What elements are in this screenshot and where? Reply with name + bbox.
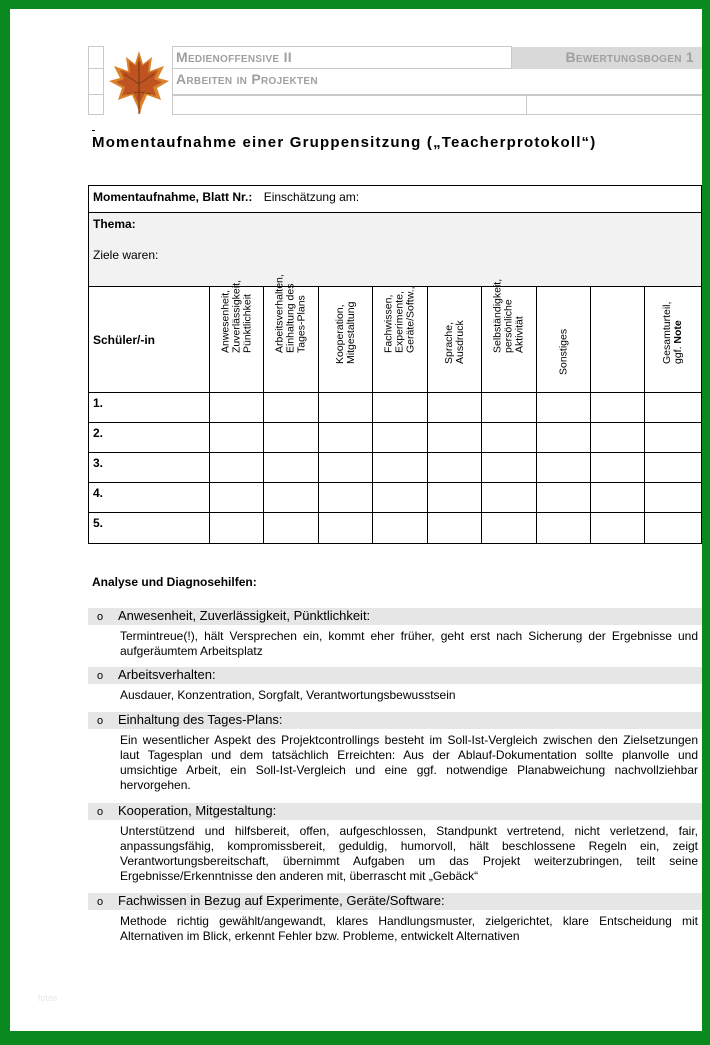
rating-cell[interactable] xyxy=(210,453,264,483)
rating-cell[interactable] xyxy=(537,453,591,483)
rating-cell[interactable] xyxy=(373,513,428,543)
maple-leaf-logo xyxy=(106,48,172,114)
student-column-header: Schüler/-in xyxy=(89,287,210,393)
criteria-label-line-wrap xyxy=(673,268,684,364)
rating-cell[interactable] xyxy=(482,423,537,453)
rating-cell[interactable] xyxy=(591,423,645,453)
criteria-column-header xyxy=(428,287,482,393)
rating-cell[interactable] xyxy=(319,393,373,423)
criteria-label-line: Aktivität xyxy=(513,316,526,353)
rating-cell[interactable] xyxy=(428,483,482,513)
rating-cell[interactable] xyxy=(373,393,428,423)
criteria-label-line: Selbständigkeit, xyxy=(491,278,504,353)
criteria-label-line: Sonstiges xyxy=(557,328,569,375)
rating-cell[interactable] xyxy=(264,453,319,483)
analysis-item-heading xyxy=(88,893,702,910)
criteria-column-header xyxy=(482,278,537,393)
rating-cell[interactable] xyxy=(591,393,645,423)
rating-cell[interactable] xyxy=(645,513,701,543)
analysis-item-text: Ausdauer, Konzentration, Sorgfalt, Verantwortungsbewusstsein xyxy=(120,688,456,702)
criteria-label-line: Experimente, xyxy=(393,291,406,353)
analysis-item-text: Ein wesentlicher Aspekt des Projektcontrollings besteht im Soll-Ist-Vergleich zwischen den Zielsetzungen laut Tagesplan und dem tatsächlich Erreichten: Aus der Ablauf-Dokumentation sollte planvolle und umsichtige Arbeit, ein Soll-Ist-Vergleich und eine ggf. notwendige Planabweichung nachvollziehbar hervorgehen. xyxy=(120,733,698,792)
criteria-label xyxy=(335,268,357,364)
criteria-label-line: Fachwissen, xyxy=(382,294,395,353)
bullet-icon: o xyxy=(97,670,104,682)
criteria-label-line: Zuverlässigkeit, xyxy=(230,280,242,353)
rating-cell[interactable] xyxy=(645,453,701,483)
title-marker xyxy=(92,130,95,131)
rating-cell[interactable] xyxy=(591,453,645,483)
analysis-item-heading xyxy=(88,712,702,729)
student-row-number: 2. xyxy=(89,423,210,453)
header-grid-cell xyxy=(526,94,702,115)
rating-cell[interactable] xyxy=(319,453,373,483)
criteria-label xyxy=(384,257,417,353)
student-row-number: 3. xyxy=(89,453,210,483)
criteria-label xyxy=(558,279,569,375)
rating-cell[interactable] xyxy=(482,513,537,543)
criteria-label-line: Kooperation, xyxy=(333,304,346,364)
rating-cell[interactable] xyxy=(210,483,264,513)
header-grid-cell xyxy=(88,46,104,69)
rating-cell[interactable] xyxy=(428,423,482,453)
rating-cell[interactable] xyxy=(428,453,482,483)
rating-cell[interactable] xyxy=(537,483,591,513)
ziele-label: Ziele waren: xyxy=(93,248,159,262)
rating-cell[interactable] xyxy=(210,423,264,453)
rating-cell[interactable] xyxy=(482,393,537,423)
header-title-line1: Medienoffensive II xyxy=(176,49,292,65)
rating-cell[interactable] xyxy=(482,483,537,513)
blatt-label: Momentaufnahme, Blatt Nr.: xyxy=(93,190,253,204)
rating-cell[interactable] xyxy=(482,453,537,483)
analysis-item-heading xyxy=(88,803,702,820)
criteria-label-line: ggf. xyxy=(672,343,684,364)
analysis-item-text: Methode richtig gewählt/angewandt, klares Handlungsmuster, zielgerichtet, klare Entscheidung mit Alternativen im Blick, erkennt Fehler bzw. Probleme, entwickelt Alternativen xyxy=(120,914,698,943)
criteria-label xyxy=(493,257,526,353)
rating-cell[interactable] xyxy=(645,393,701,423)
analysis-item-title: Anwesenheit, Zuverlässigkeit, Pünktlichkeit: xyxy=(118,608,371,623)
rating-cell[interactable] xyxy=(264,513,319,543)
rating-cell[interactable] xyxy=(264,483,319,513)
sheet-info-row xyxy=(89,186,701,213)
criteria-label xyxy=(275,257,308,353)
bullet-icon: o xyxy=(97,896,104,908)
document-title: Momentaufnahme einer Gruppensitzung („Teacherprotokoll“) xyxy=(92,134,597,151)
analysis-item-heading xyxy=(88,667,702,684)
rating-cell[interactable] xyxy=(319,513,373,543)
analysis-item-heading xyxy=(88,608,702,625)
student-row-number: 5. xyxy=(89,513,210,543)
rating-cell[interactable] xyxy=(373,423,428,453)
criteria-label xyxy=(444,268,466,364)
criteria-label-line: Mitgestaltung xyxy=(344,301,357,364)
analysis-item-text: Termintreue(!), hält Versprechen ein, kommt eher früher, geht erst nach Sicherung der Ergebnisse und aufgeräumtem Arbeitsplatz xyxy=(120,629,698,658)
rating-cell[interactable] xyxy=(210,393,264,423)
form-type-badge: Bewertungsbogen 1 xyxy=(512,47,702,69)
bullet-icon: o xyxy=(97,806,104,818)
rating-cell[interactable] xyxy=(373,453,428,483)
einschaetzung-label: Einschätzung am: xyxy=(263,190,360,204)
bullet-icon: o xyxy=(97,715,104,727)
rating-cell[interactable] xyxy=(645,483,701,513)
student-row-number: 1. xyxy=(89,393,210,423)
criteria-label-line: Ausdruck xyxy=(453,320,466,364)
criteria-column-header xyxy=(264,274,319,393)
header-grid-cell xyxy=(88,94,104,115)
header-grid-cell xyxy=(88,68,104,95)
criteria-label xyxy=(662,268,684,364)
rating-cell[interactable] xyxy=(537,513,591,543)
assessment-table xyxy=(88,185,702,544)
student-row-number: 4. xyxy=(89,483,210,513)
document-header xyxy=(88,46,702,116)
criteria-label-line: Arbeitsverhalten, xyxy=(273,274,286,353)
thema-label: Thema: xyxy=(93,217,136,231)
rating-cell[interactable] xyxy=(264,393,319,423)
rating-cell[interactable] xyxy=(591,513,645,543)
analysis-title: Analyse und Diagnosehilfen: xyxy=(92,575,257,589)
rating-cell[interactable] xyxy=(428,393,482,423)
header-grid-cell xyxy=(172,94,527,115)
criteria-label-line: persönliche xyxy=(502,299,515,353)
note-label: Note xyxy=(672,320,684,344)
criteria-label-line: Sprache, xyxy=(442,321,455,364)
criteria-column-header xyxy=(537,287,591,393)
criteria-label-line: Tages-Plans xyxy=(295,295,308,353)
footer-mark: fotos xyxy=(38,993,58,1003)
rating-cell[interactable] xyxy=(428,513,482,543)
criteria-label-line: Gesamturteil, xyxy=(661,301,673,364)
bullet-icon: o xyxy=(97,611,104,623)
rating-cell[interactable] xyxy=(210,513,264,543)
criteria-column-header xyxy=(645,287,701,393)
criteria-column-header xyxy=(210,280,264,393)
analysis-item-title: Kooperation, Mitgestaltung: xyxy=(118,803,277,818)
rating-grid xyxy=(89,274,701,543)
criteria-label xyxy=(220,257,253,353)
criteria-column-header xyxy=(373,287,428,393)
rating-cell[interactable] xyxy=(537,393,591,423)
header-title-line2: Arbeiten in Projekten xyxy=(176,71,318,87)
criteria-label-line: Einhaltung des xyxy=(284,283,297,353)
document-page xyxy=(10,9,702,1031)
criteria-label-line: Pünktlichkeit xyxy=(241,294,253,353)
rating-cell[interactable] xyxy=(645,423,701,453)
criteria-column-header xyxy=(319,287,373,393)
criteria-label-line: Anwesenheit, xyxy=(219,289,231,353)
rating-cell[interactable] xyxy=(373,483,428,513)
rating-cell[interactable] xyxy=(537,423,591,453)
analysis-item-title: Arbeitsverhalten: xyxy=(118,667,216,682)
rating-cell[interactable] xyxy=(591,483,645,513)
rating-cell[interactable] xyxy=(319,423,373,453)
criteria-label-line: Geräte/Softw., xyxy=(404,286,417,353)
analysis-item-title: Einhaltung des Tages-Plans: xyxy=(118,712,283,727)
rating-cell[interactable] xyxy=(264,423,319,453)
rating-cell[interactable] xyxy=(319,483,373,513)
analysis-item-title: Fachwissen in Bezug auf Experimente, Geräte/Software: xyxy=(118,893,445,908)
analysis-item-text: Unterstützend und hilfsbereit, offen, aufgeschlossen, Standpunkt vertretend, nicht verletzend, fair, anpassungsfähig, kompromissbereit, geduldig, humorvoll, hält beschlossene Regeln ein, zeigt Verantwortungsbereitschaft, übernimmt Aufgaben um das Projekt weiterzubringen, teilt seine Ergebnisse/Erkenntnisse den anderen mit, überrascht mit „Gebäck“ xyxy=(120,824,698,883)
criteria-column-header xyxy=(591,287,645,393)
